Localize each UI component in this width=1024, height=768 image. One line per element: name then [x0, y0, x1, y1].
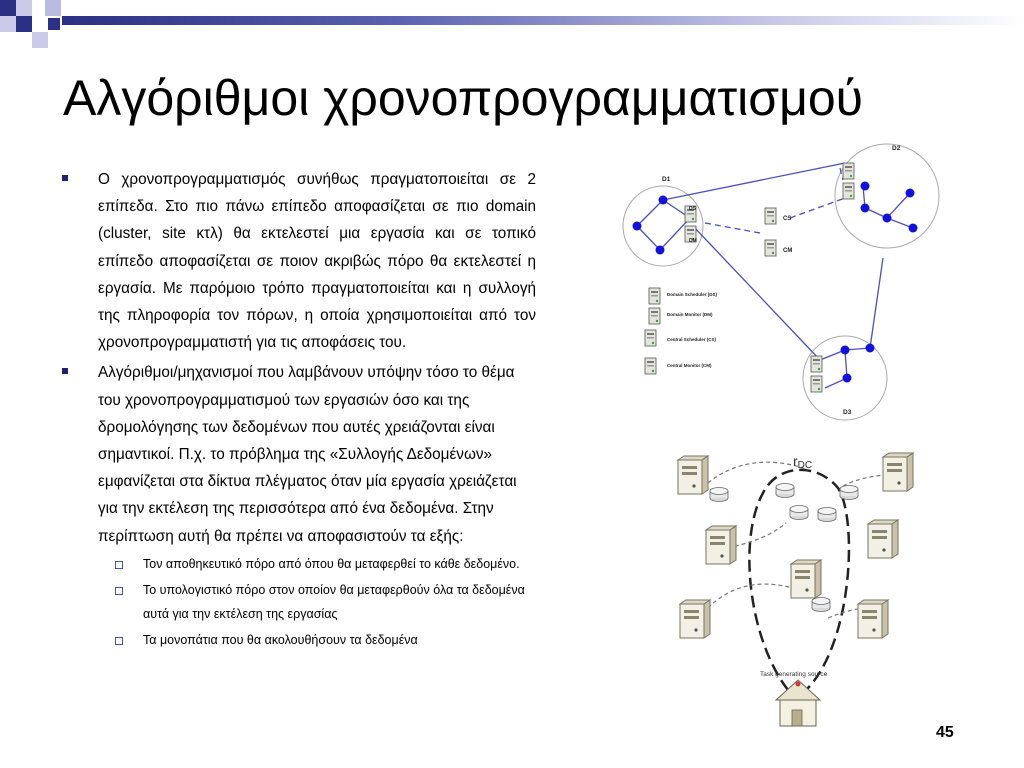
bullet-2: [62, 359, 536, 549]
storage-disk-icon: [818, 508, 836, 522]
server-icon: [883, 453, 913, 491]
domain-label-d1: D1: [662, 176, 671, 183]
server-label-cs: CS: [783, 216, 792, 222]
server-icon: [765, 208, 776, 224]
server-icon: [680, 600, 710, 638]
title-bar-decoration: [62, 16, 1024, 25]
storage-disk-icon: [776, 484, 794, 498]
decor-square-4: [0, 16, 16, 32]
sub-bullet-1: [62, 553, 536, 577]
data-collection-diagram: [668, 448, 930, 738]
server-icon: [649, 308, 660, 324]
slide-title: Αλγόριθμοι χρονοπρογραμματισμού: [63, 70, 864, 126]
bullet-1: [62, 166, 536, 356]
sub-bullet-marker: [115, 637, 123, 645]
sub-bullet-2: [62, 579, 536, 626]
server-icon: [645, 330, 656, 346]
server-label-cm: CM: [783, 248, 793, 254]
decor-square-2: [16, 0, 32, 16]
legend-cm: Central Monitor (CM): [667, 363, 712, 368]
decor-square-3: [45, 0, 61, 16]
domain-label-d2: D2: [892, 145, 901, 152]
sub-bullet-marker: [115, 561, 123, 569]
server-icon: [649, 288, 660, 304]
server-label-ds: DS: [689, 206, 696, 212]
sub-bullet-text: Τα μονοπάτια που θα ακολουθήσουν τα δεδομένα: [143, 633, 418, 648]
server-icon: [858, 600, 888, 638]
task-source-house-icon: [776, 680, 820, 726]
legend-cs: Central Scheduler (CS): [667, 337, 717, 342]
server-label-dm: DM: [689, 238, 697, 244]
server-icon: [765, 240, 776, 256]
server-icon: [811, 356, 822, 372]
server-icon: [645, 358, 656, 374]
decor-square-7: [48, 18, 60, 30]
server-icon: [791, 560, 821, 598]
sub-bullet-marker: [115, 587, 123, 595]
sub-bullet-3: [62, 629, 536, 653]
domain-label-d3: D3: [843, 409, 852, 416]
decor-square-1: [0, 0, 16, 16]
diagram-legend: [645, 288, 718, 374]
server-icon: [706, 526, 736, 564]
domain-links: [637, 163, 913, 388]
sub-bullet-text: Τον αποθηκευτικό πόρο από όπου θα μεταφερθεί το κάθε δεδομένο.: [143, 556, 520, 571]
server-icon: [843, 163, 854, 179]
legend-ds: Domain Scheduler (DS): [667, 292, 718, 297]
bullet-text: Ο χρονοπρογραμματισμός συνήθως πραγματοποιείται σε 2 επίπεδα. Στο πιο πάνω επίπεδο αποφασίζεται σε πιο domain (cluster, site κτλ) θα εκτελεστεί μια εργασία και σε τοπικό επίπεδο αποφασίζεται σε ποιον ακριβώς πόρο θα εκτελεστεί η εργασία. Με παρόμοιο τρόπο πραγματοποιείται και η συλλογή της πληροφορία τον πόρων, η οποία χρησιμοποιείται από τον χρονοπρογραμματιστή για τις αποφάσεις του.: [98, 171, 536, 352]
task-source-label: Task generating source: [760, 671, 828, 678]
bullet-marker: [62, 368, 68, 374]
dc-label: rDC: [793, 453, 813, 471]
network-domains-diagram: [615, 138, 945, 423]
bullet-text: Αλγόριθμοι/μηχανισμοί που λαμβάνουν υπόψην τόσο το θέμα του χρονοπρογραμματισμού των εργασιών όσο και της δρομολόγησης των δεδομένων που αυτές χρειάζονται είναι σημαντικοί. Π.χ. το πρόβλημα της «Συλλογής Δεδομένων» εμφανίζεται στα δίκτυα πλέγματος όταν μία εργασία χρειάζεται για την εκτέλεση της περισσότερα από ένα δεδομένα. Στην περίπτωση αυτή θα πρέπει να αποφασιστούν τα εξής:: [98, 364, 517, 545]
storage-disk-icon: [840, 486, 858, 500]
sub-bullet-text: Το υπολογιστικό πόρο στον οποίον θα μεταφερθούν όλα τα δεδομένα αυτά για την εκτέλεση της εργασίας: [143, 583, 525, 621]
server-icon: [678, 456, 708, 494]
decor-square-6: [32, 32, 48, 48]
server-icon: [811, 376, 822, 392]
page-number: 45: [936, 724, 954, 741]
legend-dm: Domain Monitor (DM): [667, 312, 713, 317]
server-icon: [843, 183, 854, 199]
storage-disk-icon: [812, 598, 830, 612]
decor-square-5: [16, 16, 32, 32]
storage-disk-icon: [710, 488, 728, 502]
server-icon: [868, 520, 898, 558]
slide-body: [62, 166, 536, 653]
storage-disk-icon: [790, 506, 808, 520]
bullet-marker: [62, 175, 68, 181]
